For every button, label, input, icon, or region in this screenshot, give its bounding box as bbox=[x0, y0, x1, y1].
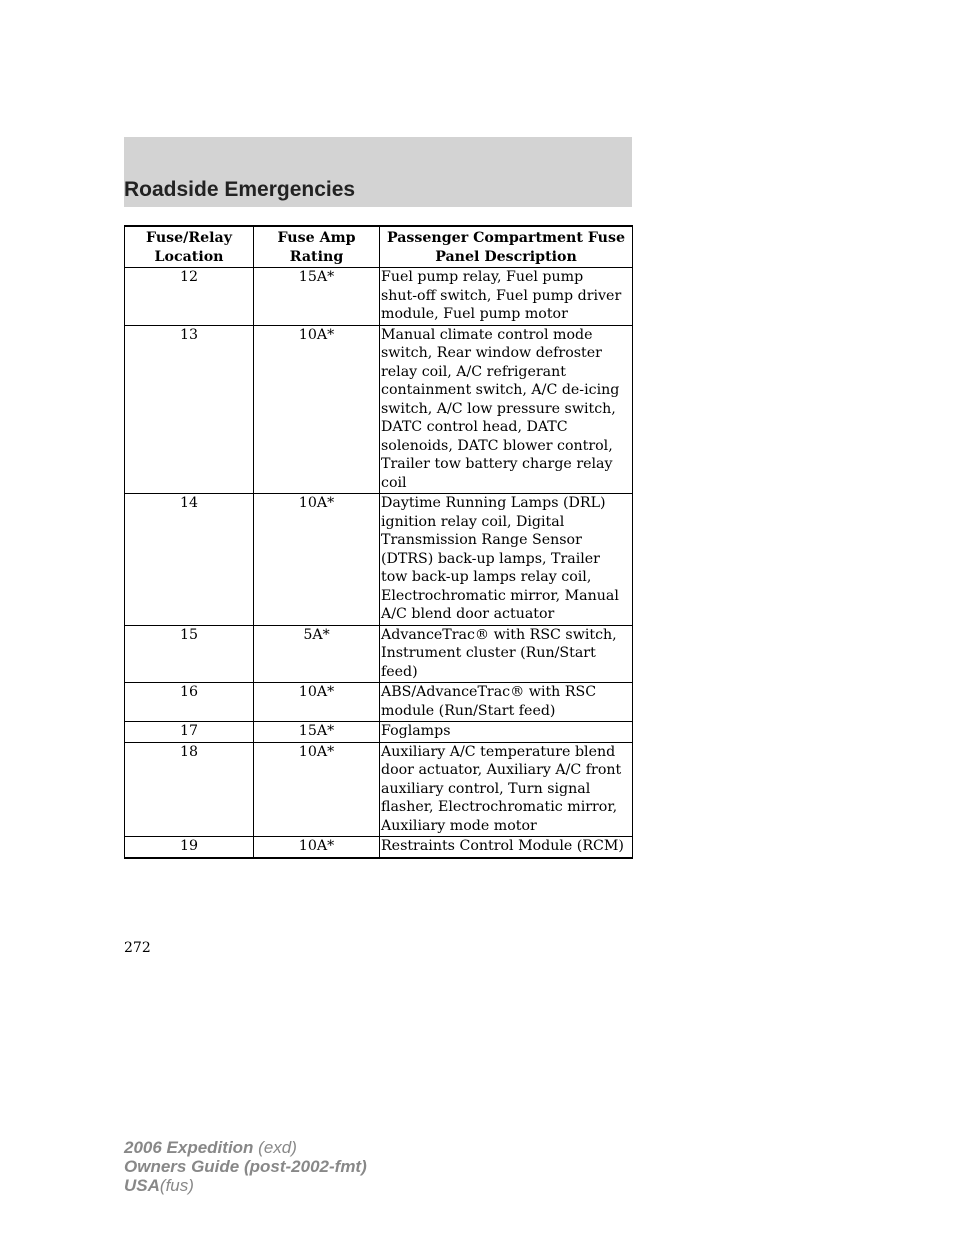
table-row bbox=[125, 268, 633, 326]
table-row bbox=[125, 837, 633, 858]
description-line: Restraints Control Module (RCM) bbox=[381, 838, 624, 854]
fuse-amp-rating: 15A* bbox=[254, 268, 380, 326]
fuse-table bbox=[124, 225, 633, 859]
fuse-amp-rating: 10A* bbox=[254, 494, 380, 626]
fuse-description bbox=[380, 625, 633, 683]
table-row bbox=[125, 325, 633, 494]
description-line: containment switch, A/C de-icing bbox=[381, 382, 620, 398]
footer-market: USA bbox=[124, 1176, 160, 1195]
table-row bbox=[125, 494, 633, 626]
description-line: switch, Rear window defroster bbox=[381, 345, 602, 361]
description-line: Daytime Running Lamps (DRL) bbox=[381, 495, 606, 511]
fuse-location: 17 bbox=[125, 722, 254, 743]
description-line: auxiliary control, Turn signal bbox=[381, 780, 591, 797]
column-header-location: Fuse/Relay Location bbox=[125, 226, 254, 268]
description-line: DATC control head, DATC bbox=[381, 419, 568, 435]
fuse-amp-rating: 15A* bbox=[254, 722, 380, 743]
footer-guide: Owners Guide (post-2002-fmt) bbox=[124, 1157, 367, 1176]
fuse-description bbox=[380, 722, 633, 743]
description-line: flasher, Electrochromatic mirror, bbox=[381, 799, 618, 815]
description-line: relay coil, A/C refrigerant bbox=[381, 363, 566, 380]
description-line: switch, A/C low pressure switch, bbox=[381, 400, 616, 417]
description-line: ABS/AdvanceTrac® with RSC bbox=[381, 684, 597, 700]
footer-market-code: (fus) bbox=[159, 1176, 194, 1195]
fuse-location: 18 bbox=[125, 742, 254, 837]
description-line: Auxiliary A/C temperature blend bbox=[381, 743, 616, 760]
table-row bbox=[125, 625, 633, 683]
fuse-amp-rating: 10A* bbox=[254, 837, 380, 858]
table-row bbox=[125, 683, 633, 722]
fuse-location: 15 bbox=[125, 625, 254, 683]
fuse-description bbox=[380, 683, 633, 722]
document-footer bbox=[124, 1138, 367, 1195]
description-line: tow back-up lamps relay coil, bbox=[381, 569, 592, 585]
fuse-location: 16 bbox=[125, 683, 254, 722]
fuse-amp-rating: 10A* bbox=[254, 742, 380, 837]
description-line: Auxiliary mode motor bbox=[381, 817, 537, 834]
fuse-description bbox=[380, 325, 633, 494]
fuse-description bbox=[380, 268, 633, 326]
fuse-amp-rating: 10A* bbox=[254, 325, 380, 494]
description-line: (DTRS) back-up lamps, Trailer bbox=[381, 550, 600, 567]
table-row bbox=[125, 722, 633, 743]
description-line: door actuator, Auxiliary A/C front bbox=[381, 762, 622, 778]
description-line: coil bbox=[381, 474, 407, 491]
description-line: feed) bbox=[381, 663, 418, 680]
description-line: Manual climate control mode bbox=[381, 326, 593, 343]
fuse-location: 19 bbox=[125, 837, 254, 858]
fuse-location: 12 bbox=[125, 268, 254, 326]
description-line: module (Run/Start feed) bbox=[381, 702, 556, 719]
description-line: solenoids, DATC blower control, bbox=[381, 437, 613, 454]
description-line: Trailer tow battery charge relay bbox=[381, 456, 613, 472]
description-line: shut-off switch, Fuel pump driver bbox=[381, 287, 622, 304]
table-row bbox=[125, 742, 633, 837]
page-number: 272 bbox=[124, 940, 151, 956]
description-line: A/C blend door actuator bbox=[381, 606, 555, 622]
description-line: module, Fuel pump motor bbox=[381, 306, 568, 322]
section-title: Roadside Emergencies bbox=[124, 178, 356, 201]
description-line: Instrument cluster (Run/Start bbox=[381, 645, 596, 661]
fuse-amp-rating: 5A* bbox=[254, 625, 380, 683]
description-line: Transmission Range Sensor bbox=[381, 532, 582, 548]
description-line: AdvanceTrac® with RSC switch, bbox=[381, 626, 617, 643]
fuse-amp-rating: 10A* bbox=[254, 683, 380, 722]
column-header-description: Passenger Compartment Fuse Panel Description bbox=[380, 226, 633, 268]
column-header-amp-rating: Fuse Amp Rating bbox=[254, 226, 380, 268]
fuse-description bbox=[380, 742, 633, 837]
description-line: Electrochromatic mirror, Manual bbox=[381, 587, 619, 604]
description-line: ignition relay coil, Digital bbox=[381, 513, 565, 530]
fuse-location: 13 bbox=[125, 325, 254, 494]
fuse-description bbox=[380, 837, 633, 858]
description-line: Fuel pump relay, Fuel pump bbox=[381, 269, 584, 285]
fuse-description bbox=[380, 494, 633, 626]
description-line: Foglamps bbox=[381, 723, 451, 739]
fuse-location: 14 bbox=[125, 494, 254, 626]
footer-model-code: (exd) bbox=[258, 1138, 297, 1157]
table-header-row bbox=[125, 226, 633, 268]
footer-model: 2006 Expedition bbox=[124, 1138, 254, 1157]
